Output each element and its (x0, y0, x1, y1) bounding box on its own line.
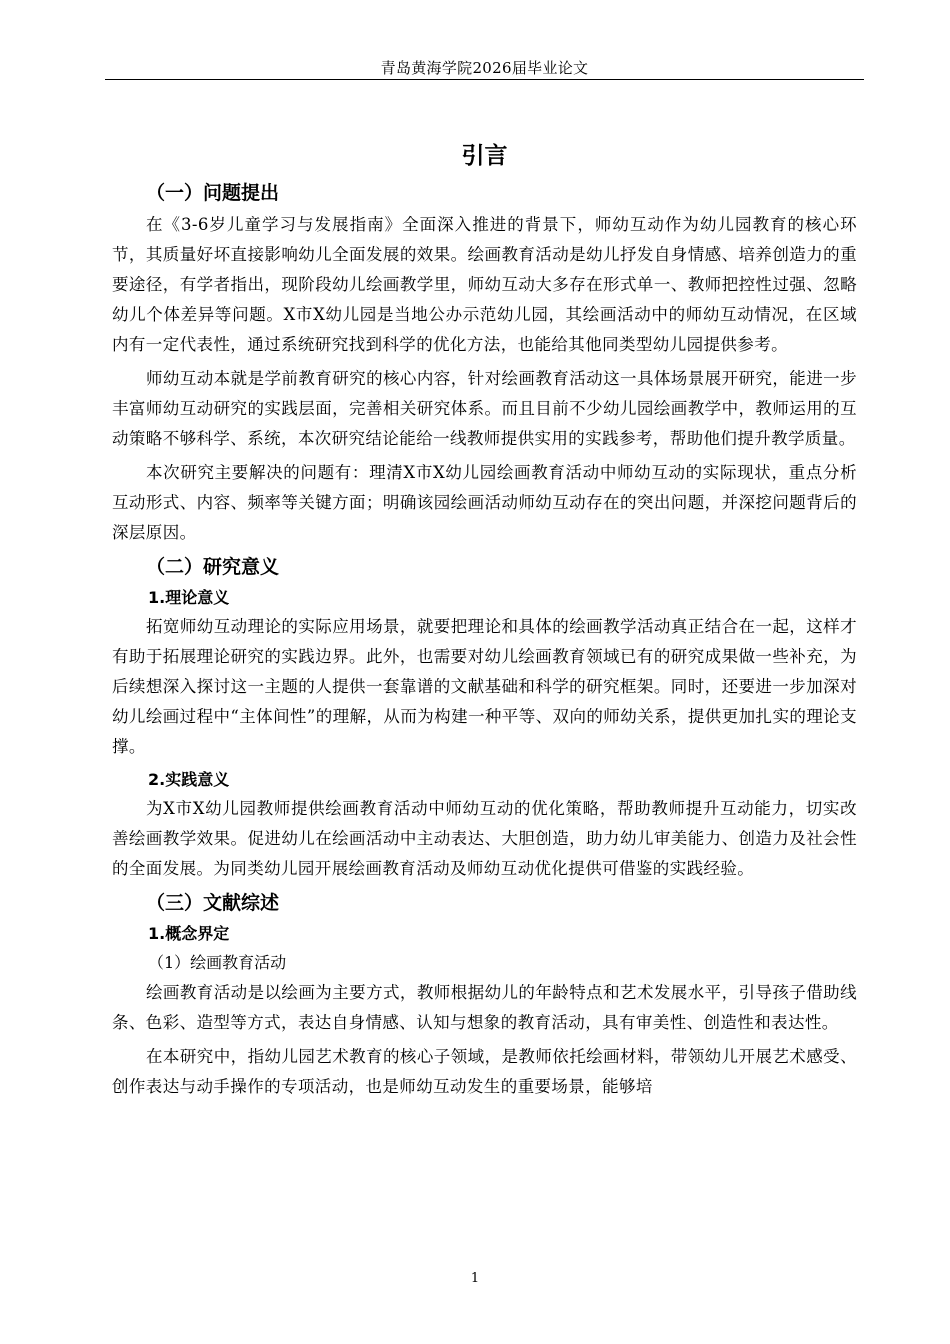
paragraph: 拓宽师幼互动理论的实际应用场景，就要把理论和具体的绘画教学活动真正结合在一起，这样才有助于拓展理论研究的实践边界。此外，也需要对幼儿绘画教育领域已有的研究成果做一些补充，为后续想深入探讨这一主题的人提供一套靠谱的文献基础和科学的研究框架。同时，还要进一步加深对幼儿绘画过程中“主体间性”的理解，从而为构建一种平等、双向的师幼关系，提供更加扎实的理论支撑。 (112, 617, 857, 756)
paragraph: 绘画教育活动是以绘画为主要方式，教师根据幼儿的年龄特点和艺术发展水平，引导孩子借助线条、色彩、造型等方式，表达自身情感、认知与想象的教育活动，具有审美性、创造性和表达性。 (112, 983, 857, 1032)
paragraph: 在本研究中，指幼儿园艺术教育的核心子领域，是教师依托绘画材料，带领幼儿开展艺术感受、创作表达与动手操作的专项活动，也是师幼互动发生的重要场景，能够培 (112, 1047, 857, 1096)
header-text: 青岛黄海学院2026届毕业论文 (380, 59, 589, 77)
subsection-heading-theory: 1.理论意义 (148, 588, 230, 607)
page-title: 引言 (461, 143, 508, 169)
paragraph: 本次研究主要解决的问题有：理清X市X幼儿园绘画教育活动中师幼互动的实际现状，重点分析互动形式、内容、频率等关键方面；明确该园绘画活动师幼互动存在的突出问题，并深挖问题背后的深层原因。 (112, 463, 857, 542)
section-heading-problem: （一）问题提出 (146, 182, 280, 204)
section-heading-significance: （二）研究意义 (146, 556, 280, 578)
paragraph: 师幼互动本就是学前教育研究的核心内容，针对绘画教育活动这一具体场景展开研究，能进一步丰富师幼互动研究的实践层面，完善相关研究体系。而且目前不少幼儿园绘画教学中，教师运用的互动策略不够科学、系统，本次研究结论能给一线教师提供实用的实践参考，帮助他们提升教学质量。 (112, 369, 857, 448)
paragraph: 在《3-6岁儿童学习与发展指南》全面深入推进的背景下，师幼互动作为幼儿园教育的核心环节，其质量好坏直接影响幼儿全面发展的效果。绘画教育活动是幼儿抒发自身情感、培养创造力的重要途径，有学者指出，现阶段幼儿绘画教学里，师幼互动大多存在形式单一、教师把控性过强、忽略幼儿个体差异等问题。X市X幼儿园是当地公办示范幼儿园，其绘画活动中的师幼互动情况，在区域内有一定代表性，通过系统研究找到科学的优化方法，也能给其他同类型幼儿园提供参考。 (112, 215, 857, 354)
document-body (112, 138, 857, 1106)
section-heading-literature: （三）文献综述 (146, 892, 280, 914)
subsection-heading-practice: 2.实践意义 (148, 770, 230, 789)
page-number: 1 (470, 1271, 480, 1286)
item-heading-drawing-activity: （1）绘画教育活动 (148, 953, 287, 972)
subsection-heading-concepts: 1.概念界定 (148, 924, 230, 943)
paragraph: 为X市X幼儿园教师提供绘画教育活动中师幼互动的优化策略，帮助教师提升互动能力，切实改善绘画教学效果。促进幼儿在绘画活动中主动表达、大胆创造，助力幼儿审美能力、创造力及社会性的全面发展。为同类幼儿园开展绘画教育活动及师幼互动优化提供可借鉴的实践经验。 (112, 799, 857, 878)
header-rule (105, 79, 864, 80)
